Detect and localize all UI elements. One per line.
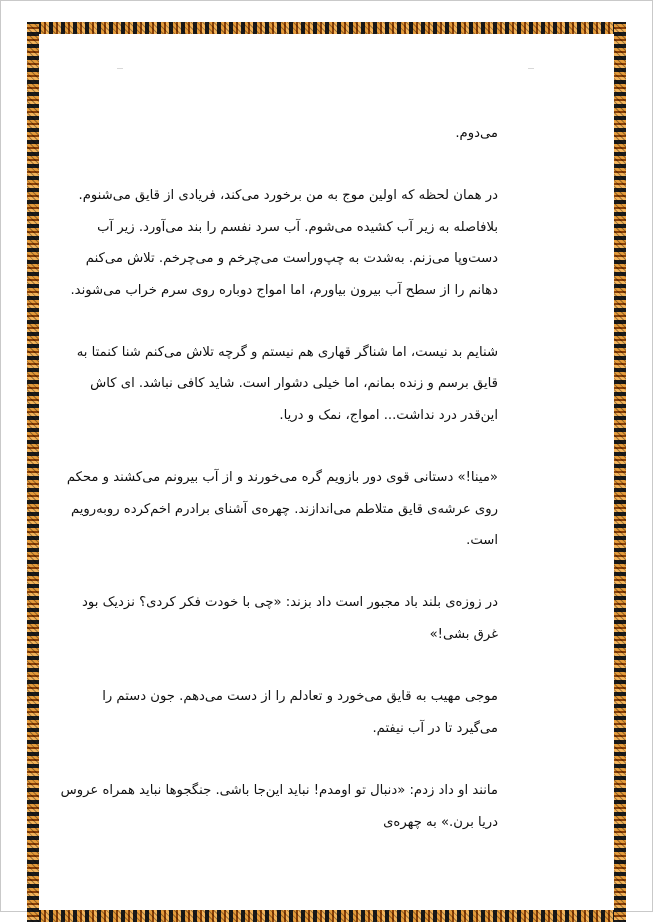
crop-mark-left xyxy=(117,68,123,75)
border-right-pattern xyxy=(614,22,626,922)
crop-mark-right xyxy=(528,68,534,75)
paragraph-4: «مینا!» دستانی قوی دور بازویم گره می‌خورند و از آب بیرونم می‌کشند و محکم روی عرشه‌ی قایق متلاطم می‌اندازند. چهره‌ی آشنای برادرم اخم‌کرده روبه‌رویم است. xyxy=(66,470,498,549)
document-body xyxy=(58,118,498,838)
paragraph-1: می‌دوم. xyxy=(455,126,498,141)
paragraph-7: مانند او داد زدم: «دنبال تو اومدم! نباید این‌جا باشی. جنگجوها نباید همراه عروس دریا برن.» به چهره‌ی xyxy=(60,783,498,830)
border-left-pattern xyxy=(27,22,39,922)
paragraph-3: شنایم بد نیست، اما شناگر قهاری هم نیستم و گرچه تلاش می‌کنم شنا کنمتا به قایق برسم و زنده بمانم، اما خیلی دشوار است. شاید کافی نباشد. ای کاش این‌قدر درد نداشت... امواج، نمک و دریا. xyxy=(76,345,498,423)
border-top-pattern xyxy=(27,22,626,34)
paragraph-5: در زوزه‌ی بلند باد مجبور است داد بزند: «چی با خودت فکر کردی؟ نزدیک بود غرق بشی!» xyxy=(82,595,498,642)
paragraph-6: موجی مهیب به قایق می‌خورد و تعادلم را از دست می‌دهم. جون دستم را می‌گیرد تا در آب نیفتم. xyxy=(102,689,498,736)
paragraph-2: در همان لحظه که اولین موج به من برخورد می‌کند، فریادی از قایق می‌شنوم. بلافاصله به زیر آب کشیده می‌شوم. آب سرد نفسم را بند می‌آورد. زیر آب دست‌وپا می‌زنم. به‌شدت به چپ‌وراست می‌چرخم و می‌چرخم. تلاش می‌کنم دهانم را از سطح آب بیرون بیاورم، اما امواج دوباره روی سرم خراب می‌شوند. xyxy=(70,188,498,298)
